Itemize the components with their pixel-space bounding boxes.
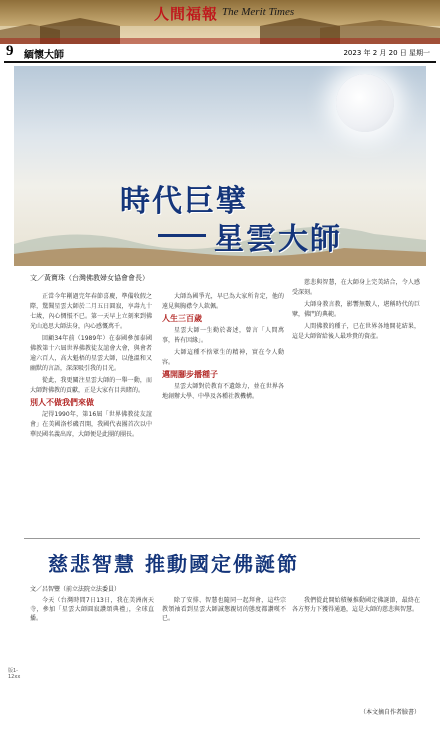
article-column-2	[162, 292, 284, 528]
masthead	[0, 0, 440, 44]
hero-illustration	[14, 66, 426, 266]
article2-column-2	[162, 596, 286, 702]
moon-icon	[336, 74, 394, 132]
masthead-logo-cn: 人間福報	[154, 5, 219, 23]
subheading: 人生三百歲	[162, 314, 202, 323]
page-number: 9	[6, 43, 14, 59]
paragraph: 今天（台灣時間7日13日，我在美洲南天寺，參加「星雲大師圓寂讚頌典禮」，全球直播。	[30, 597, 154, 622]
paragraph: 大師身教言教，影響無數人，堪稱時代的巨擘，佛門的典範。	[292, 301, 420, 318]
article2-endnote: （本文摘自作者臉書）	[359, 709, 420, 716]
header-rule	[4, 61, 436, 63]
paragraph: 記得1990年，第16屆「世界佛教徒友誼會」在美國洛杉磯召開，我國代表團首次以中華民國名義出席，大師便是此團的團長。	[30, 411, 152, 438]
subheading: 邁開腳步播種子	[162, 370, 218, 379]
section-title: 緬懷大師	[24, 50, 64, 61]
article2-column-3	[292, 596, 420, 702]
paragraph: 我們從此開始積極推動國定佛誕節，最終在各方努力下獲得通過，這是大師的慈悲與智慧。	[292, 597, 420, 613]
paragraph: 從此，我更關注星雲大師的一舉一動，而大師對佛教的貢獻，正是大家有目共睹的。	[30, 377, 152, 394]
paragraph: 正當今年剛過完年春節喜慶，準備收假之際，驚聞星雲大師於二月五日圓寂，享壽九十七歲，內心惆悵不已。第一天早上立刻來到佛光山追思大師法身，內心感慨萬千。	[30, 293, 152, 330]
article-byline: 文／黃寶珠（台灣佛教婦女協會會長）	[30, 274, 149, 282]
dateline: 2023 年 2 月 20 日 星期一	[343, 49, 430, 57]
title-dash	[158, 234, 206, 237]
paragraph: 除了安排、智慧也隨同一起拜會，這些宗教領袖看到星雲大師誠懇親切的態度都讚嘆不已。	[162, 597, 286, 622]
paragraph: 大師這種不捨眾生的精神，實在令人動容。	[162, 349, 284, 366]
article-column-3	[292, 278, 420, 528]
article2-title: 慈悲智慧 推動國定佛誕節	[48, 552, 299, 576]
paragraph: 星雲大師對於教育不遺餘力，並在世界各地創辦大學、中學及各種社教機構。	[162, 383, 284, 400]
paragraph: 大師為國爭光，早已為大家所肯定，他的遠見與胸襟令人欽佩。	[162, 293, 284, 310]
subheading: 別人不做我們來做	[30, 398, 94, 407]
paragraph: 星雲大師一生勤於著述，曾言「人間萬事，皆有因緣」。	[162, 327, 284, 344]
article2-column-1	[30, 596, 154, 702]
article-title-line1: 時代巨擘	[120, 184, 248, 219]
article2-byline: 文／呂智豐（前立法院立法委員）	[30, 586, 121, 593]
temple-roofs-illustration	[0, 12, 440, 44]
article-column-1	[30, 292, 152, 528]
article-title-line2: 星雲大師	[214, 222, 342, 257]
article-divider	[24, 538, 420, 539]
paragraph: 回顧34年前（1989年）在泰國參加泰國佛教第十六屆世界佛教徒友誼會大會，與會者逾六百人，高大魁梧的星雲大師，以他溫和又幽默的言語，深深吸引我的目光。	[30, 335, 152, 372]
edition-code: 版1-12xx	[8, 668, 21, 680]
paragraph: 慈悲與智慧，在大師身上完美結合，令人感受深刻。	[292, 279, 420, 296]
masthead-logo-en: The Merit Times	[222, 6, 295, 18]
paragraph: 人間佛教的種子，已在世界各地開花結果，這是大師留給後人最珍貴的資產。	[292, 323, 420, 340]
